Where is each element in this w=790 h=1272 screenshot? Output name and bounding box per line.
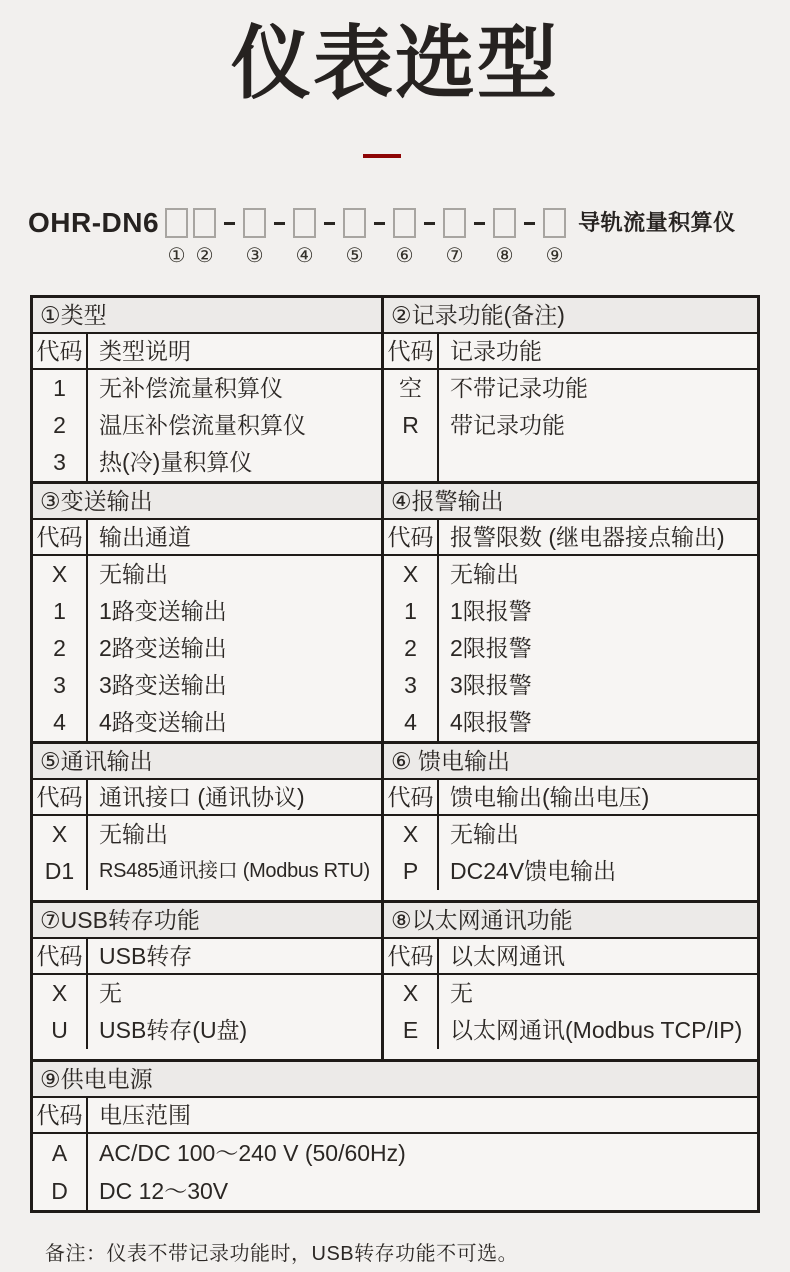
code-cell: 4 xyxy=(53,709,66,735)
model-slot-8 xyxy=(493,208,516,267)
model-slot-5 xyxy=(343,208,366,267)
model-dash xyxy=(474,222,485,225)
desc-cell: 3限报警 xyxy=(450,672,532,698)
section-alarm-output xyxy=(381,484,757,741)
desc-column-header: 电压范围 xyxy=(99,1102,191,1128)
model-slot-box xyxy=(543,208,566,238)
desc-cell: DC24V馈电输出 xyxy=(450,858,617,884)
code-cell: 3 xyxy=(53,449,66,475)
section-title: ⑥ 馈电输出 xyxy=(384,744,757,780)
code-cell: D1 xyxy=(44,858,75,884)
position-number: ⑦ xyxy=(445,245,464,267)
model-slot-box xyxy=(165,208,188,238)
code-column-header: 代码 xyxy=(33,1098,88,1132)
code-cell: E xyxy=(402,1017,419,1043)
desc-cell: DC 12～30V xyxy=(99,1178,229,1204)
code-cell: R xyxy=(402,412,419,438)
model-slot-9 xyxy=(543,208,566,267)
code-column-header: 代码 xyxy=(33,334,88,368)
model-dash xyxy=(374,222,385,225)
desc-column-header: USB转存 xyxy=(99,943,193,969)
section-title: ⑨供电电源 xyxy=(33,1062,757,1098)
desc-cell: 3路变送输出 xyxy=(99,672,227,698)
desc-cell: 1路变送输出 xyxy=(99,598,227,624)
code-cell: X xyxy=(51,821,68,847)
model-dash xyxy=(324,222,335,225)
desc-cell: 无 xyxy=(450,980,473,1006)
code-cell: 1 xyxy=(53,598,66,624)
section-title: ②记录功能(备注) xyxy=(384,298,757,334)
position-number: ⑧ xyxy=(495,245,514,267)
model-suffix: 导轨流量积算仪 xyxy=(578,210,736,235)
desc-column-header: 输出通道 xyxy=(99,524,191,550)
model-slot-6 xyxy=(393,208,416,267)
code-column-header: 代码 xyxy=(384,780,439,814)
model-slot-box xyxy=(493,208,516,238)
selection-table xyxy=(30,295,760,1213)
desc-cell: RS485通讯接口 (Modbus RTU) xyxy=(99,860,370,882)
footnote: 备注：仪表不带记录功能时，USB转存功能不可选。 xyxy=(45,1243,519,1265)
model-slot-box xyxy=(193,208,216,238)
desc-cell: 无输出 xyxy=(450,821,519,847)
desc-cell: 温压补偿流量积算仪 xyxy=(99,412,306,438)
model-slot-2 xyxy=(193,208,216,267)
code-cell: D xyxy=(51,1178,68,1204)
model-slot-7 xyxy=(443,208,466,267)
desc-cell: 4限报警 xyxy=(450,709,532,735)
code-cell: 3 xyxy=(53,672,66,698)
model-slot-box xyxy=(243,208,266,238)
desc-cell: USB转存(U盘) xyxy=(99,1017,248,1043)
code-cell: 空 xyxy=(399,375,422,401)
code-column-header: 代码 xyxy=(33,939,88,973)
code-cell: X xyxy=(402,980,419,1006)
position-number: ② xyxy=(195,245,214,267)
desc-cell: AC/DC 100～240 V (50/60Hz) xyxy=(99,1140,406,1166)
section-title: ①类型 xyxy=(33,298,381,334)
model-code-diagram xyxy=(28,208,790,267)
desc-cell: 2限报警 xyxy=(450,635,532,661)
desc-cell: 以太网通讯(Modbus TCP/IP) xyxy=(450,1017,743,1043)
position-number: ③ xyxy=(245,245,264,267)
section-type xyxy=(33,298,381,481)
position-number: ④ xyxy=(295,245,314,267)
desc-cell: 无输出 xyxy=(99,821,168,847)
code-cell: 3 xyxy=(404,672,417,698)
section-power-feed-output xyxy=(381,744,757,900)
code-cell: X xyxy=(402,561,419,587)
desc-cell: 1限报警 xyxy=(450,598,532,624)
desc-column-header: 馈电输出(输出电压) xyxy=(450,784,650,810)
section-ethernet xyxy=(381,903,757,1059)
code-column-header: 代码 xyxy=(33,780,88,814)
code-cell: 4 xyxy=(404,709,417,735)
desc-cell: 无 xyxy=(99,980,122,1006)
page-title: 仪表选型 xyxy=(231,19,559,108)
code-column-header: 代码 xyxy=(384,939,439,973)
model-slot-box xyxy=(443,208,466,238)
code-cell: X xyxy=(51,980,68,1006)
desc-cell: 带记录功能 xyxy=(450,412,565,438)
model-dash xyxy=(424,222,435,225)
section-title: ⑦USB转存功能 xyxy=(33,903,381,939)
position-number: ⑥ xyxy=(395,245,414,267)
position-number: ① xyxy=(167,245,186,267)
section-record xyxy=(381,298,757,481)
code-cell: A xyxy=(51,1140,68,1166)
section-usb-transfer xyxy=(33,903,381,1059)
code-cell: 1 xyxy=(404,598,417,624)
code-column-header: 代码 xyxy=(384,334,439,368)
desc-column-header: 报警限数 (继电器接点输出) xyxy=(450,524,725,550)
code-cell: 2 xyxy=(53,635,66,661)
model-slot-box xyxy=(293,208,316,238)
code-cell: U xyxy=(51,1017,68,1043)
code-cell: P xyxy=(402,858,419,884)
desc-cell: 4路变送输出 xyxy=(99,709,227,735)
desc-cell: 2路变送输出 xyxy=(99,635,227,661)
section-power-supply xyxy=(33,1059,757,1210)
desc-cell: 不带记录功能 xyxy=(450,375,588,401)
desc-column-header: 记录功能 xyxy=(450,338,542,364)
model-dash xyxy=(274,222,285,225)
desc-cell: 无补偿流量积算仪 xyxy=(99,375,283,401)
code-column-header: 代码 xyxy=(33,520,88,554)
section-comm-output xyxy=(33,744,381,900)
desc-column-header: 类型说明 xyxy=(99,338,191,364)
model-slot-4 xyxy=(293,208,316,267)
table-row-group-3 xyxy=(33,741,757,900)
table-row-group-2 xyxy=(33,481,757,741)
section-title: ③变送输出 xyxy=(33,484,381,520)
model-slot-3 xyxy=(243,208,266,267)
code-cell: 1 xyxy=(53,375,66,401)
code-column-header: 代码 xyxy=(384,520,439,554)
code-cell: X xyxy=(402,821,419,847)
title-accent-dash xyxy=(363,154,401,158)
desc-column-header: 以太网通讯 xyxy=(450,943,565,969)
model-slot-box xyxy=(393,208,416,238)
model-slot-1 xyxy=(165,208,188,267)
position-number: ⑨ xyxy=(545,245,564,267)
desc-cell: 无输出 xyxy=(450,561,519,587)
desc-cell: 无输出 xyxy=(99,561,168,587)
code-cell: X xyxy=(51,561,68,587)
model-slot-box xyxy=(343,208,366,238)
position-number: ⑤ xyxy=(345,245,364,267)
section-title: ④报警输出 xyxy=(384,484,757,520)
model-prefix: OHR-DN6 xyxy=(28,207,160,238)
section-title: ⑧以太网通讯功能 xyxy=(384,903,757,939)
model-dash xyxy=(224,222,235,225)
code-cell: 2 xyxy=(53,412,66,438)
code-cell: 2 xyxy=(404,635,417,661)
section-transmit-output xyxy=(33,484,381,741)
section-title: ⑤通讯输出 xyxy=(33,744,381,780)
table-row-group-4 xyxy=(33,900,757,1059)
desc-cell: 热(冷)量积算仪 xyxy=(99,449,253,475)
table-row-group-1 xyxy=(33,298,757,481)
model-dash xyxy=(524,222,535,225)
desc-column-header: 通讯接口 (通讯协议) xyxy=(99,784,305,810)
